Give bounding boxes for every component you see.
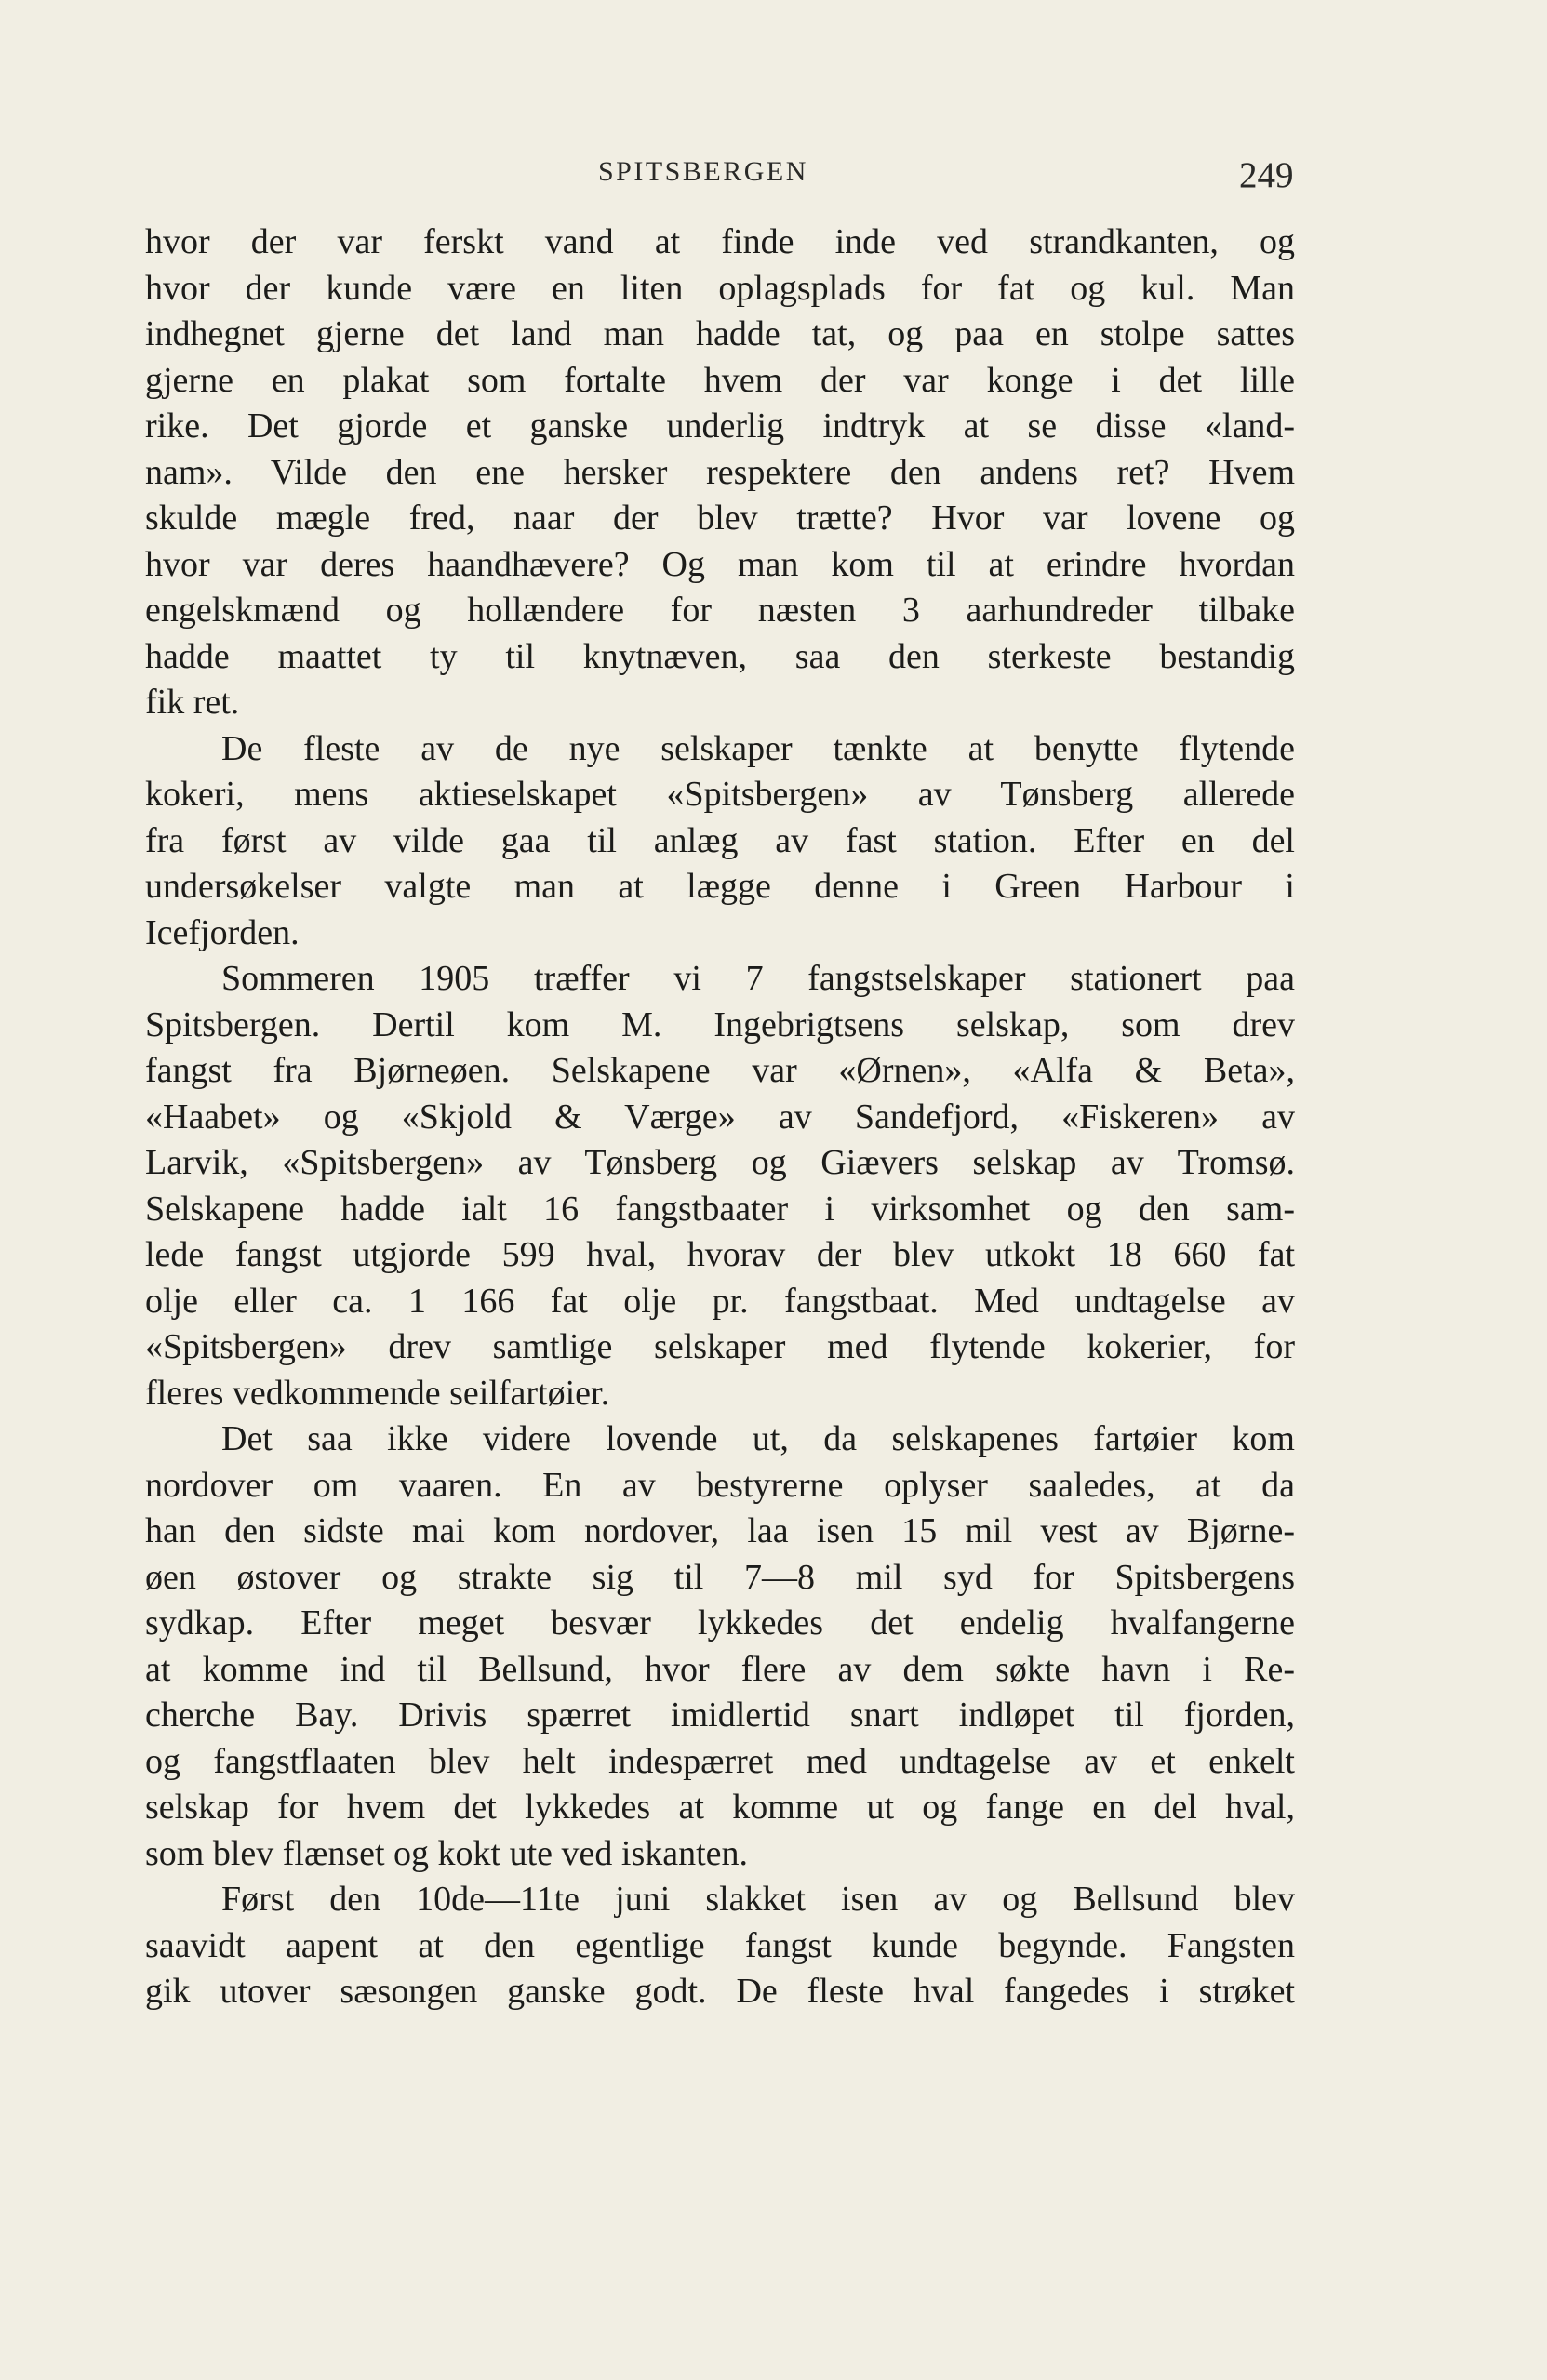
text-line: nordover om vaaren. En av bestyrerne oplyser saaledes, at da — [145, 1465, 1295, 1505]
text-line: fra først av vilde gaa til anlæg av fast station. Efter en del — [145, 820, 1295, 860]
text-line: Icefjorden. — [145, 912, 300, 952]
text-line: Spitsbergen. Dertil kom M. Ingebrigtsens selskap, som drev — [145, 1004, 1295, 1044]
text-line: skulde mægle fred, naar der blev trætte? Hvor var lovene og — [145, 499, 1295, 538]
text-line: kokeri, mens aktieselskapet «Spitsbergen» av Tønsberg allerede — [145, 775, 1295, 814]
text-line: og fangstflaaten blev helt indespærret med undtagelse av et enkelt — [145, 1741, 1295, 1781]
paragraph — [145, 726, 1295, 957]
text-line: han den sidste mai kom nordover, laa isen 15 mil vest av Bjørne- — [145, 1511, 1295, 1550]
text-line: at komme ind til Bellsund, hvor flere av dem søkte havn i Re- — [145, 1649, 1295, 1689]
text-line: olje eller ca. 1 166 fat olje pr. fangstbaat. Med undtagelse av — [145, 1281, 1295, 1321]
text-line: hvor der kunde være en liten oplagsplads for fat og kul. Man — [145, 268, 1295, 308]
text-line: «Haabet» og «Skjold & Værge» av Sandefjord, «Fiskeren» av — [145, 1097, 1295, 1137]
text-line: engelskmænd og hollændere for næsten 3 aarhundreder tilbake — [145, 591, 1295, 630]
text-line: cherche Bay. Drivis spærret imidlertid snart indløpet til fjorden, — [145, 1695, 1295, 1735]
paragraph — [145, 219, 1295, 726]
text-line: lede fangst utgjorde 599 hval, hvorav der blev utkokt 18 660 fat — [145, 1235, 1295, 1274]
text-line: øen østover og strakte sig til 7—8 mil syd for Spitsbergens — [145, 1557, 1295, 1597]
text-line: rike. Det gjorde et ganske underlig indtryk at se disse «land- — [145, 406, 1295, 445]
text-line: «Spitsbergen» drev samtlige selskaper med flytende kokerier, for — [145, 1327, 1295, 1366]
text-line: hvor var deres haandhævere? Og man kom til at erindre hvordan — [145, 544, 1295, 584]
text-line: fik ret. — [145, 683, 240, 722]
page-number: 249 — [1239, 155, 1294, 195]
paragraph — [145, 1877, 1295, 2015]
text-line: Selskapene hadde ialt 16 fangstbaater i virksomhet og den sam- — [145, 1189, 1295, 1229]
text-line: saavidt aapent at den egentlige fangst kunde begynde. Fangsten — [145, 1925, 1295, 1965]
running-title: SPITSBERGEN — [598, 156, 808, 187]
text-line: fangst fra Bjørneøen. Selskapene var «Ørnen», «Alfa & Beta», — [145, 1051, 1295, 1090]
text-line: gjerne en plakat som fortalte hvem der var konge i det lille — [145, 360, 1295, 400]
text-line: som blev flænset og kokt ute ved iskanten. — [145, 1833, 749, 1873]
running-head — [0, 154, 1547, 210]
paragraph — [145, 956, 1295, 1416]
text-line: sydkap. Efter meget besvær lykkedes det endelig hvalfangerne — [145, 1603, 1295, 1642]
text-line: undersøkelser valgte man at lægge denne i Green Harbour i — [145, 867, 1295, 906]
text-line: nam». Vilde den ene hersker respektere den andens ret? Hvem — [145, 452, 1295, 492]
paragraph — [145, 1416, 1295, 1877]
body-text — [145, 219, 1295, 2015]
text-line: hvor der var ferskt vand at finde inde ved strandkanten, og — [145, 222, 1295, 261]
text-line: hadde maattet ty til knytnæven, saa den sterkeste bestandig — [145, 636, 1295, 676]
text-line: fleres vedkommende seilfartøier. — [145, 1373, 610, 1413]
text-line: indhegnet gjerne det land man hadde tat, og paa en stolpe sattes — [145, 314, 1295, 353]
text-line: Larvik, «Spitsbergen» av Tønsberg og Giævers selskap av Tromsø. — [145, 1143, 1295, 1182]
text-line: De fleste av de nye selskaper tænkte at benytte flytende — [221, 728, 1295, 768]
text-line: Først den 10de—11te juni slakket isen av og Bellsund blev — [221, 1880, 1295, 1919]
text-line: selskap for hvem det lykkedes at komme ut og fange en del hval, — [145, 1788, 1295, 1827]
text-line: Sommeren 1905 træffer vi 7 fangstselskaper stationert paa — [221, 959, 1295, 998]
text-line: gik utover sæsongen ganske godt. De fleste hval fangedes i strøket — [145, 1972, 1295, 2011]
text-line: Det saa ikke videre lovende ut, da selskapenes fartøier kom — [221, 1419, 1295, 1458]
